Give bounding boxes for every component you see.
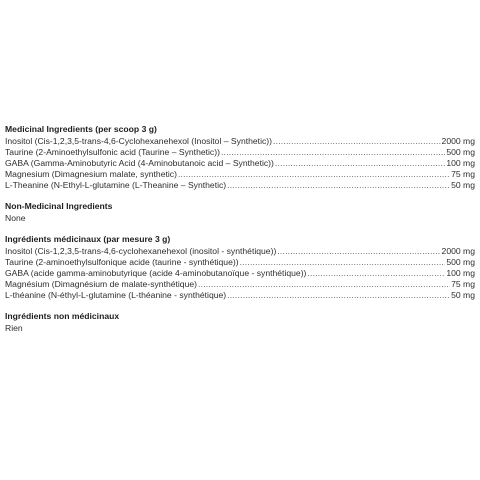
ingredients-non-medicinaux-heading: Ingrédients non médicinaux xyxy=(5,311,120,321)
ingredient-amount: 2000 mg xyxy=(441,136,475,146)
dot-leader xyxy=(198,279,450,290)
ingredient-row xyxy=(5,136,475,147)
ingredient-row-fr xyxy=(5,290,475,301)
ingredient-amount-fr: 100 mg xyxy=(446,268,475,278)
ingredient-row-fr xyxy=(5,268,475,279)
dot-leader xyxy=(178,169,450,180)
ingredient-amount-fr: 2000 mg xyxy=(441,246,475,256)
ingredient-row-fr xyxy=(5,257,475,268)
ingredient-amount: 75 mg xyxy=(451,169,475,179)
ingredient-row xyxy=(5,147,475,158)
medicinal-ingredients-heading: Medicinal Ingredients (per scoop 3 g) xyxy=(5,124,157,134)
non-medicinal-value-fr: Rien xyxy=(5,323,23,333)
ingredient-row xyxy=(5,180,475,191)
ingredient-row xyxy=(5,158,475,169)
ingredient-name: Magnesium (Dimagnesium malate, synthetic) xyxy=(5,169,177,179)
ingredients-medicinaux-heading: Ingrédients médicinaux (par mesure 3 g) xyxy=(5,234,171,244)
ingredient-amount: 50 mg xyxy=(451,180,475,190)
ingredient-name: Inositol (Cis-1,2,3,5-trans-4,6-Cyclohexanehexol (Inositol – Synthetic)) xyxy=(5,136,273,146)
non-medicinal-value: None xyxy=(5,213,26,223)
dot-leader xyxy=(277,246,440,257)
ingredient-name-fr: Magnésium (Dimagnésium de malate-synthétique) xyxy=(5,279,198,289)
ingredient-amount-fr: 500 mg xyxy=(446,257,475,267)
dot-leader xyxy=(273,136,441,147)
ingredient-name-fr: Inositol (Cis-1,2,3,5-trans-4,6-cyclohexanehexol (inositol - synthétique)) xyxy=(5,246,277,256)
dot-leader xyxy=(307,268,445,279)
dot-leader xyxy=(221,147,445,158)
ingredient-row xyxy=(5,169,475,180)
dot-leader xyxy=(227,290,450,301)
ingredient-row-fr xyxy=(5,279,475,290)
ingredient-name: Taurine (2-Aminoethylsulfonic acid (Taurine – Synthetic)) xyxy=(5,147,220,157)
dot-leader xyxy=(227,180,450,191)
dot-leader xyxy=(240,257,446,268)
ingredients-panel xyxy=(5,124,475,334)
ingredient-amount: 100 mg xyxy=(446,158,475,168)
non-medicinal-ingredients-heading: Non-Medicinal Ingredients xyxy=(5,201,113,211)
ingredient-row-fr xyxy=(5,246,475,257)
ingredient-name-fr: GABA (acide gamma-aminobutyrique (acide 4-aminobutanoïque - synthétique)) xyxy=(5,268,307,278)
ingredient-name: L-Theanine (N-Ethyl-L-glutamine (L-Theanine – Synthetic) xyxy=(5,180,227,190)
ingredient-name-fr: L-théanine (N-éthyl-L-glutamine (L-théanine - synthétique) xyxy=(5,290,227,300)
ingredient-amount-fr: 75 mg xyxy=(451,279,475,289)
ingredient-amount: 500 mg xyxy=(446,147,475,157)
ingredient-amount-fr: 50 mg xyxy=(451,290,475,300)
ingredient-name: GABA (Gamma-Aminobutyric Acid (4-Aminobutanoic acid – Synthetic)) xyxy=(5,158,274,168)
dot-leader xyxy=(275,158,445,169)
ingredient-name-fr: Taurine (2-aminoethylsulfonique acide (taurine - synthétique)) xyxy=(5,257,239,267)
